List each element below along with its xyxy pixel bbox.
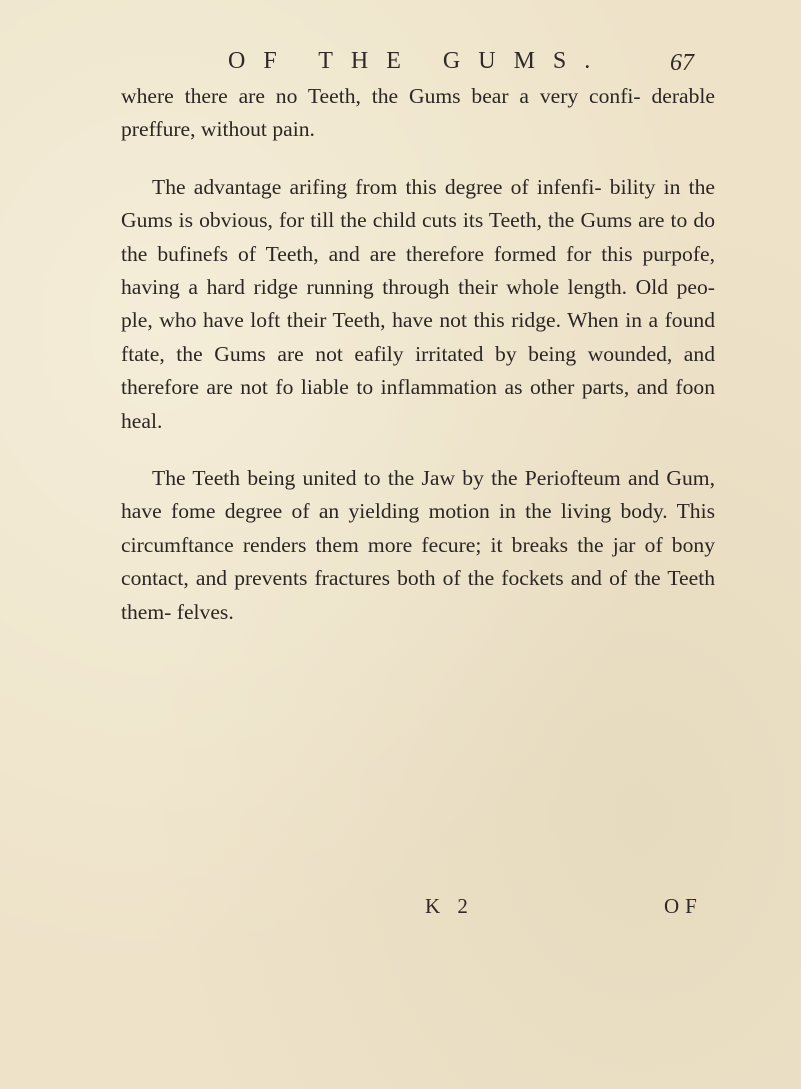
catchword: OF <box>664 894 703 918</box>
paragraph-3: The Teeth being united to the Jaw by the Periofteum and Gum, have fome degree of an yielding motion in the living body. This circumftance renders them more fecure; it breaks the jar of bony contact, and prevents fractures both of the fockets and of the Teeth them- felves. <box>121 466 715 624</box>
signature-mark: K 2 <box>425 894 474 918</box>
running-title: OF THE GUMS. <box>228 48 609 74</box>
paragraph-2: The advantage arifing from this degree of infenfi- bility in the Gums is obvious, for till the child cuts its Teeth, the Gums are to do the bufinefs of Teeth, and are therefore formed for this purpofe, having a hard ridge running through their whole length. Old peo- ple, who have loft their Teeth, have not this ridge. When in a found ftate, the Gums are not eafily irritated by being wounded, and therefore are not fo liable to inflammation as other parts, and foon heal. <box>121 174 715 433</box>
page-number: 67 <box>670 50 694 76</box>
body-text <box>121 80 715 629</box>
paragraph-1: where there are no Teeth, the Gums bear a very confi- derable preffure, without pain. <box>121 84 715 142</box>
